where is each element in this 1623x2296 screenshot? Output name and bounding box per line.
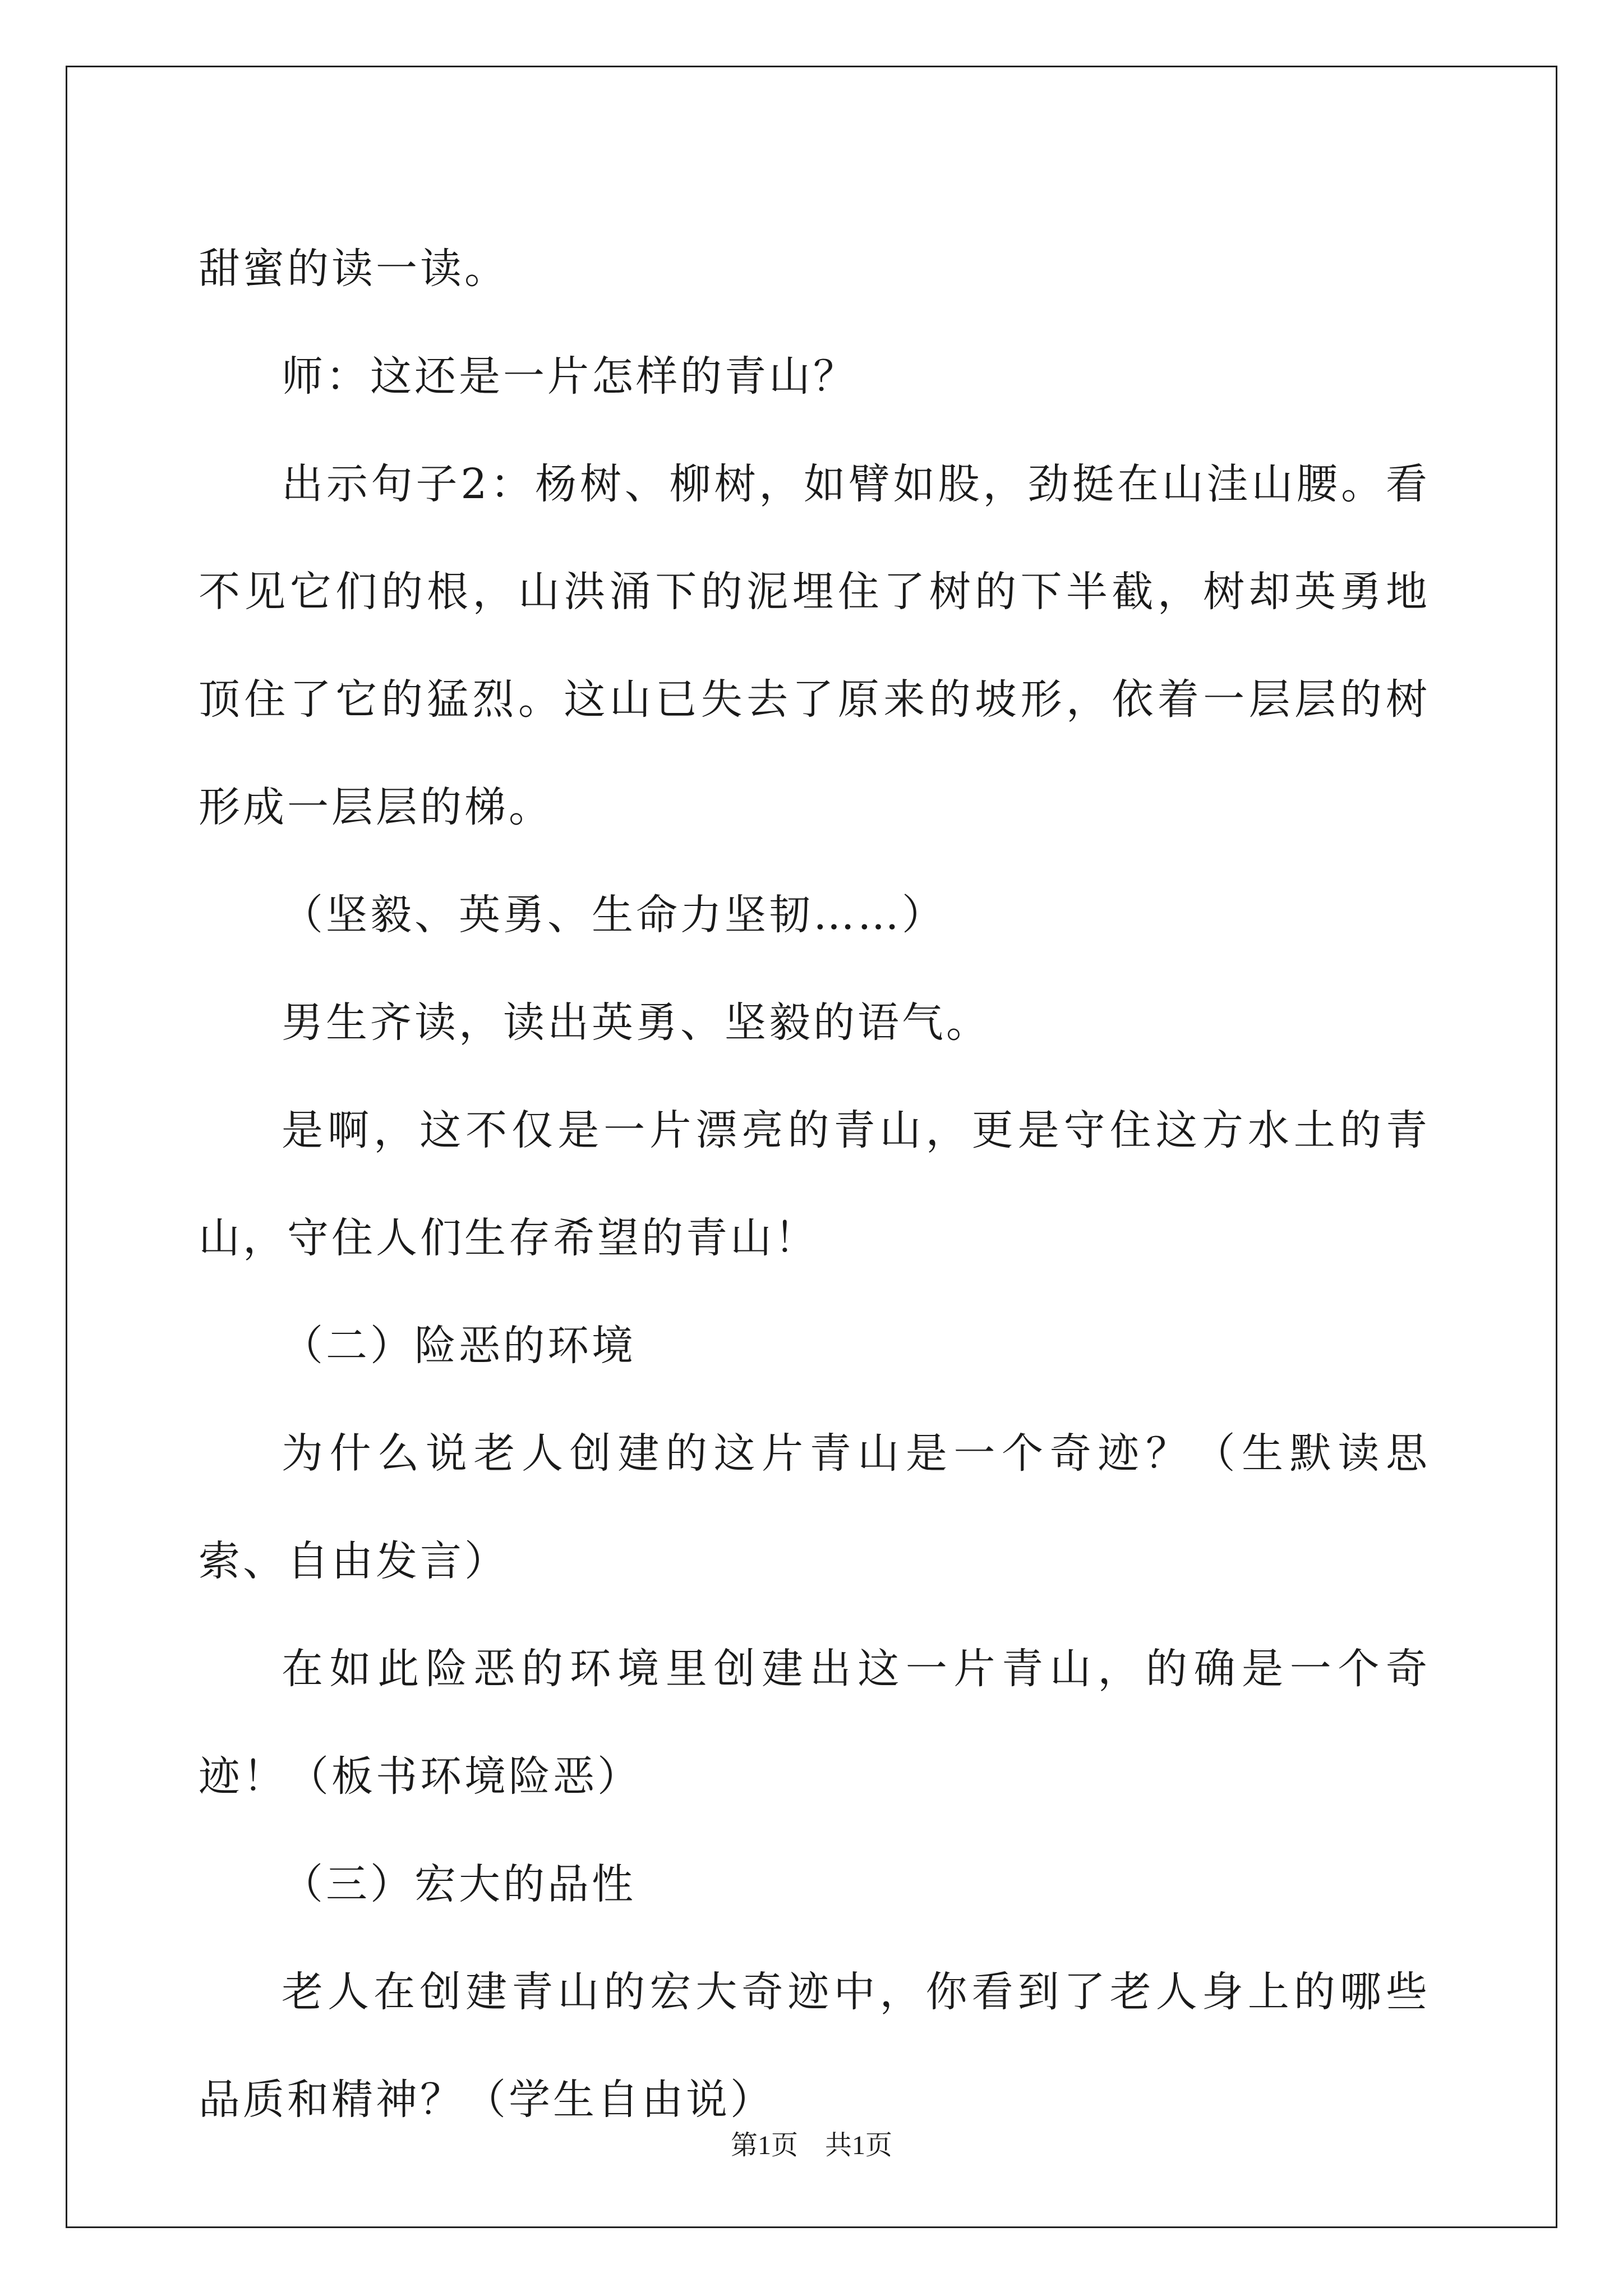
paragraph: 是啊，这不仅是一片漂亮的青山，更是守住这方水土的青山，守住人们生存希望的青山！ bbox=[199, 1106, 1430, 1262]
paragraph: 在如此险恶的环境里创建出这一片青山，的确是一个奇迹！（板书环境险恶） bbox=[199, 1645, 1430, 1801]
paragraph: 老人在创建青山的宏大奇迹中，你看到了老人身上的哪些品质和精神？（学生自由说） bbox=[199, 1968, 1430, 2124]
paragraph: 甜蜜的读一读。 bbox=[199, 245, 509, 293]
page-number-footer: 第1页 共1页 bbox=[730, 2131, 892, 2160]
document-body bbox=[199, 215, 1430, 2154]
paragraph: （坚毅、英勇、生命力坚韧……） bbox=[282, 891, 946, 939]
section-heading: （二）险恶的环境 bbox=[282, 1322, 636, 1370]
paragraph: 出示句子2：杨树、柳树，如臂如股，劲挺在山洼山腰。看不见它们的根，山洪涌下的泥埋住了树的下半截，树却英勇地顶住了它的猛烈。这山已失去了原来的坡形，依着一层层的树形成一层层的梯。 bbox=[199, 460, 1430, 831]
paragraph: 师：这还是一片怎样的青山？ bbox=[282, 352, 857, 401]
paragraph: 男生齐读，读出英勇、坚毅的语气。 bbox=[282, 999, 990, 1047]
section-heading: （三）宏大的品性 bbox=[282, 1860, 636, 1908]
paragraph: 为什么说老人创建的这片青山是一个奇迹？（生默读思索、自由发言） bbox=[199, 1429, 1430, 1585]
